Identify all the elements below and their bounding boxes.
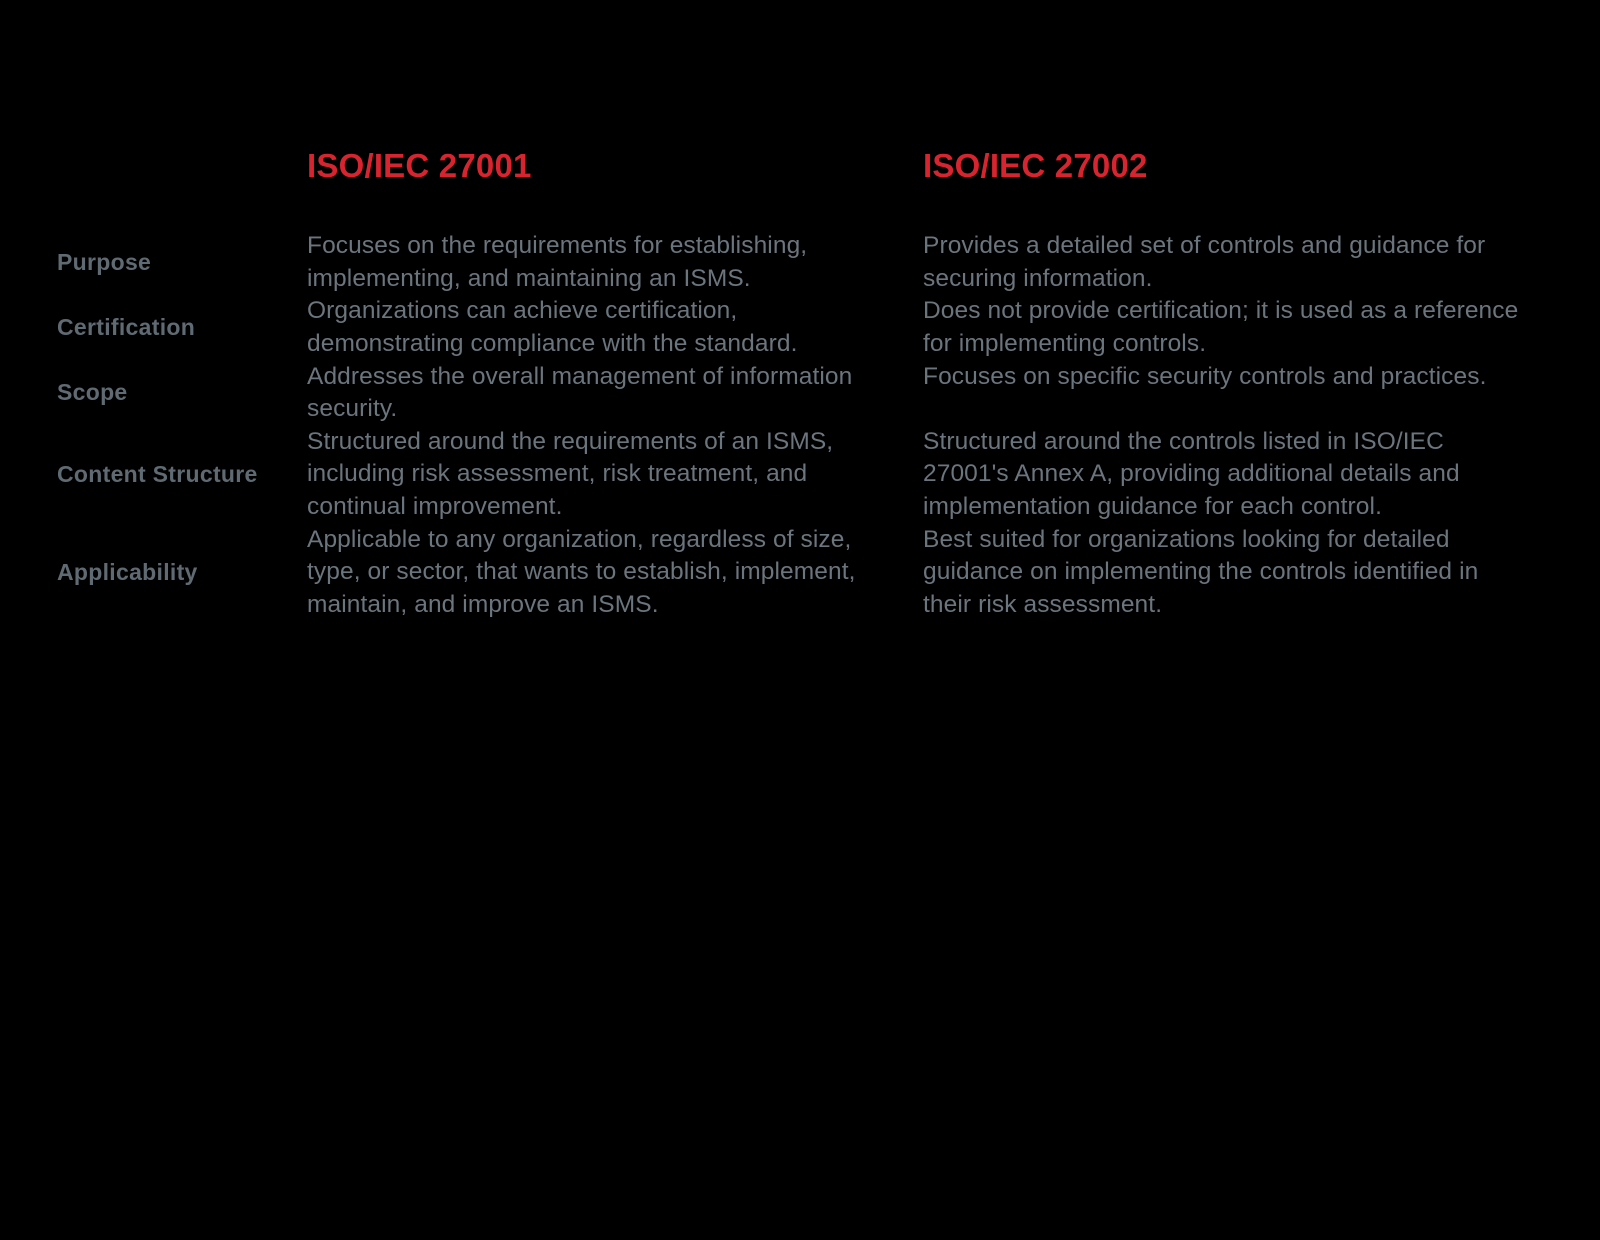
cell-scope-27002: Focuses on specific security controls and practices. bbox=[923, 362, 1487, 390]
cell-content-structure-27001: Structured around the requirements of an ISMS, including risk assessment, risk treatment, and continual improvement. bbox=[307, 427, 834, 520]
cell-purpose-27001: Focuses on the requirements for establishing, implementing, and maintaining an ISMS. bbox=[307, 232, 808, 292]
cell-purpose-27002: Provides a detailed set of controls and guidance for securing information. bbox=[923, 232, 1486, 292]
column-header-iso-27001: ISO/IEC 27001 bbox=[307, 147, 532, 184]
row-label-content-structure: Content Structure bbox=[57, 460, 258, 487]
cell-certification-27001: Organizations can achieve certification, demonstrating compliance with the standard. bbox=[307, 297, 798, 358]
cell-certification-27002: Does not provide certification; it is used as a reference for implementing controls. bbox=[923, 297, 1519, 358]
row-label-purpose: Purpose bbox=[57, 249, 152, 276]
row-label-scope: Scope bbox=[57, 379, 128, 406]
comparison-grid bbox=[0, 148, 1600, 621]
row-label-certification: Certification bbox=[57, 314, 196, 341]
cell-scope-27001: Addresses the overall management of information security. bbox=[307, 362, 853, 423]
row-label-applicability: Applicability bbox=[57, 558, 198, 585]
cell-applicability-27002: Best suited for organizations looking for detailed guidance on implementing the controls identified in their risk assessment. bbox=[923, 525, 1479, 618]
column-header-iso-27002: ISO/IEC 27002 bbox=[923, 147, 1148, 184]
cell-content-structure-27002: Structured around the controls listed in ISO/IEC 27001's Annex A, providing additional details and implementation guidance for each control. bbox=[923, 427, 1460, 520]
cell-applicability-27001: Applicable to any organization, regardless of size, type, or sector, that wants to establish, implement, maintain, and improve an ISMS. bbox=[307, 525, 856, 618]
header-corner-spacer bbox=[0, 148, 305, 230]
